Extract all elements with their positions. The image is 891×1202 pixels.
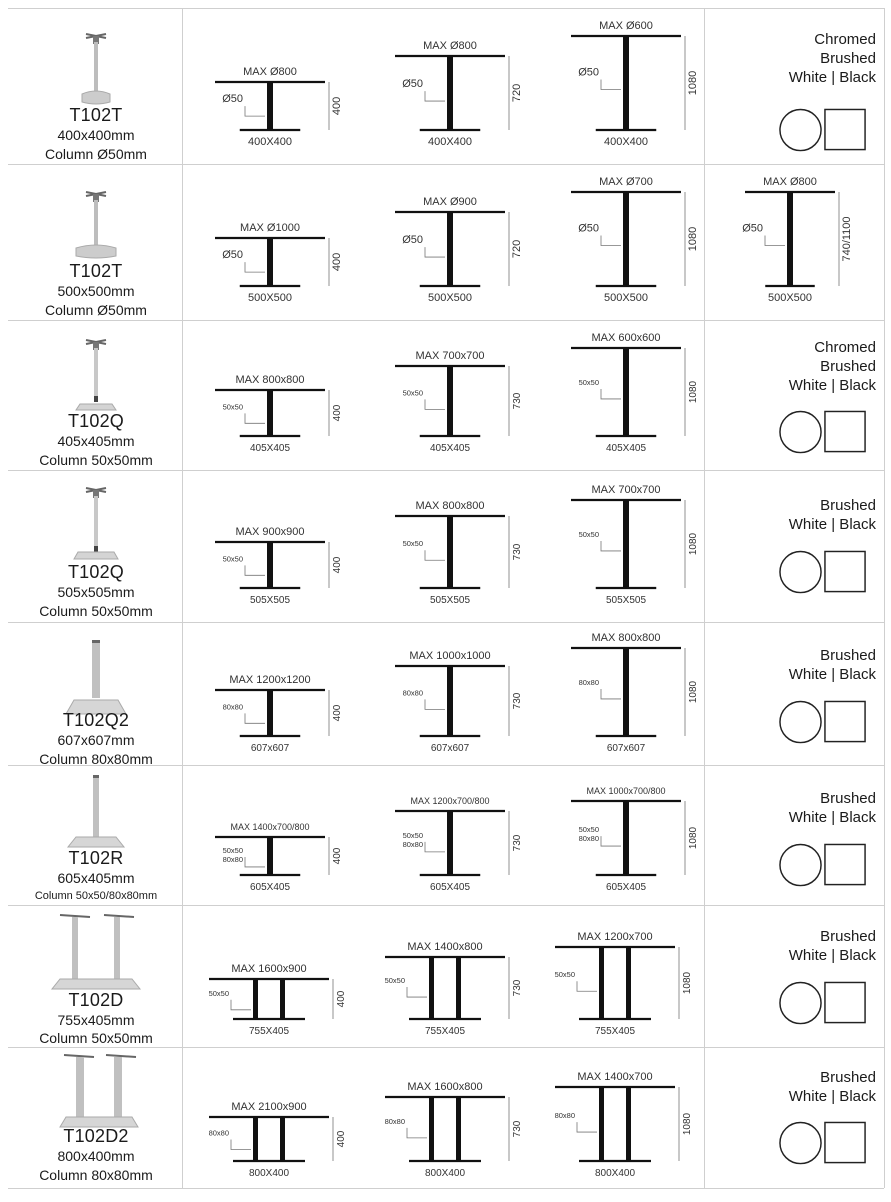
column-size: Column Ø50mm [45,146,147,162]
table-dimension-diagram [386,164,546,314]
table-dimension-diagram [206,8,366,158]
base-dimension-label: 505X505 [429,595,471,606]
base-dimension-label: 755X405 [424,1026,466,1037]
base-size: 505x505mm [57,584,135,600]
top-shape-options [778,1119,868,1169]
column-bar [456,957,461,1019]
column-label: 50x50 [208,988,229,998]
leader-line [601,541,621,551]
leader-line [601,79,621,89]
height-label: 400 [332,404,343,422]
finish-brushed: Brushed [820,928,876,945]
base-dimension-label: 505X505 [605,595,647,606]
column-bar [599,1087,604,1161]
height-label: 400 [336,990,347,1008]
leader-line [245,857,265,867]
finish-brushed: Brushed [820,358,876,375]
table-dimension-diagram [562,164,722,314]
height-label: 730 [512,543,523,561]
column-bar [429,957,434,1019]
base-illustration [8,320,184,420]
finish-colors: White | Black [788,377,876,394]
leader-line [765,235,785,245]
max-top-label: MAX 700x700 [591,484,661,496]
column-size: Column 80x80mm [39,1167,153,1183]
top-shape-options [778,841,868,891]
column-label: 50x50 [402,539,423,549]
diagram-cell [546,905,716,1060]
column-bar [623,192,629,286]
diagram-cell [386,622,546,777]
base-dimension-label: 400X400 [427,136,473,148]
square-top-icon [825,982,865,1022]
max-top-label: MAX 1400x800 [407,941,483,953]
max-top-label: MAX 1000x1000 [409,650,491,662]
top-shape-options [778,106,868,156]
column-size: Column 50x50mm [39,1030,153,1046]
column-label: 80x80 [222,702,243,712]
top-shape-options [778,698,868,748]
column-label: 50x50 [578,529,599,539]
base-size: 400x400mm [57,127,135,143]
height-label: 1080 [688,532,699,556]
base-dimension-label: 605X405 [429,882,471,893]
column-bar [623,648,629,736]
column-label: 80x80 [208,1128,229,1138]
diagram-cell [562,470,722,625]
base-size: 500x500mm [57,283,135,299]
square-top-icon [825,844,865,884]
column-label: Ø50 [402,234,423,247]
column-label-alt: 80x80 [578,834,599,844]
leader-line [245,713,265,723]
height-label: 1080 [688,680,699,704]
diagram-cell [206,622,366,777]
column-bar [623,348,629,436]
height-label: 1080 [687,226,699,252]
finish-brushed: Brushed [820,790,876,807]
base-dimension-label: 500X500 [427,292,473,304]
leader-line [245,413,265,423]
leader-line [601,389,621,399]
diagram-cell [562,765,722,920]
column-label: Ø50 [578,66,599,79]
base-illustration [8,622,184,722]
finish-colors: White | Black [788,947,876,964]
column-bar [429,1097,434,1161]
table-dimension-diagram [200,1047,370,1197]
base-dimension-label: 400X400 [603,136,649,148]
column-bar [447,811,453,875]
finish-colors: White | Black [788,516,876,533]
base-dimension-label: 607x607 [606,743,646,754]
max-top-label: MAX 1600x900 [231,963,307,975]
table-dimension-diagram [562,320,722,470]
height-label: 730 [512,834,523,852]
max-top-label: MAX 900x900 [235,526,305,538]
max-top-label: MAX Ø900 [423,196,477,208]
column-label-alt: 80x80 [222,854,243,864]
table-dimension-diagram [206,765,366,915]
column-bar [267,238,273,286]
max-top-label: MAX 1200x700 [577,931,653,943]
finish-list [706,927,876,965]
table-dimension-diagram [736,164,876,314]
column-bar [447,56,453,130]
diagram-cell [376,1047,546,1202]
table-dimension-diagram [386,8,546,158]
base-dimension-label: 755X405 [248,1026,290,1037]
table-dimension-diagram [562,8,722,158]
leader-line [425,91,445,101]
max-top-label: MAX Ø1000 [240,222,300,234]
height-label: 400 [331,252,343,272]
column-label: 50x50 [222,845,243,855]
column-bar [626,947,631,1019]
column-label: Ø50 [222,249,243,262]
base-dimension-label: 400X400 [247,136,293,148]
leader-line [601,235,621,245]
column-size: Column 50x50mm [39,603,153,619]
max-top-label: MAX 1400x700 [577,1071,653,1083]
column-label: 80x80 [402,688,423,698]
base-illustration [8,470,184,570]
column-label-alt: 80x80 [402,839,423,849]
height-label: 730 [512,692,523,710]
base-dimension-label: 405X405 [429,443,471,454]
column-size: Column 50x50mm [39,452,153,468]
table-dimension-diagram [200,905,370,1055]
column-label: Ø50 [222,93,243,106]
round-top-icon [780,701,821,742]
max-top-label: MAX 800x800 [591,632,661,644]
finish-brushed: Brushed [820,50,876,67]
base-dimension-label: 607x607 [430,743,470,754]
round-top-icon [780,551,821,592]
base-illustration [8,164,184,264]
column-label: 50x50 [578,825,599,835]
diagram-cell [206,8,366,163]
model-name: T102Q [67,411,125,431]
height-label: 1080 [688,826,699,850]
finish-list [706,1068,876,1106]
finish-list [706,496,876,534]
leader-line [245,262,265,272]
height-label: 740/1100 [841,216,853,262]
base-illustration [8,8,184,108]
diagram-cell [386,164,546,319]
leader-line [577,1122,597,1132]
height-label: 730 [512,392,523,410]
column-label: 50x50 [402,388,423,398]
height-label: 1080 [687,70,699,96]
finish-brushed: Brushed [820,497,876,514]
leader-line [407,987,427,997]
model-name: T102T [69,105,123,125]
height-label: 400 [332,704,343,722]
finish-chromed: Chromed [814,31,876,48]
table-dimension-diagram [376,1047,546,1197]
height-label: 730 [512,1120,523,1138]
model-name: T102T [69,261,123,281]
diagram-cell [200,1047,370,1202]
height-label: 400 [336,1130,347,1148]
leader-line [231,1139,251,1149]
diagram-cell [386,8,546,163]
square-top-icon [825,109,865,149]
top-shape-options [778,979,868,1029]
column-bar [280,1117,285,1161]
leader-line [425,247,445,257]
height-label: 400 [332,556,343,574]
column-label: 50x50 [578,377,599,387]
model-name: T102Q2 [62,710,130,730]
column-bar [447,212,453,286]
column-bar [267,837,273,875]
height-label: 730 [512,979,523,997]
finish-colors: White | Black [788,809,876,826]
column-label: 50x50 [222,402,243,412]
column-label: Ø50 [402,78,423,91]
max-top-label: MAX 2100x900 [231,1101,307,1113]
table-dimension-diagram [386,622,546,772]
height-label: 720 [511,83,523,103]
square-top-icon [825,411,865,451]
round-top-icon [780,109,821,150]
base-dimension-label: 500X500 [603,292,649,304]
table-dimension-diagram [206,164,366,314]
leader-line [425,399,445,409]
base-dimension-label: 800X400 [424,1168,466,1179]
finish-brushed: Brushed [820,1069,876,1086]
column-label: 50x50 [384,976,405,986]
base-dimension-label: 405X405 [249,443,291,454]
base-size: 800x400mm [57,1148,135,1164]
model-name: T102R [68,848,124,868]
column-bar [599,947,604,1019]
column-label: 50x50 [402,830,423,840]
table-dimension-diagram [562,765,722,915]
max-top-label: MAX 1400x700/800 [230,822,310,832]
column-bar [267,82,273,130]
max-top-label: MAX 700x700 [415,350,485,362]
diagram-cell [206,765,366,920]
column-bar [623,36,629,130]
diagram-cell [386,765,546,920]
max-top-label: MAX 1200x700/800 [410,796,490,806]
table-dimension-diagram [206,470,366,620]
base-size: 607x607mm [57,732,135,748]
leader-line [245,106,265,116]
height-label: 1080 [682,971,693,995]
max-top-label: MAX Ø700 [599,176,653,188]
column-label: Ø50 [578,222,599,235]
base-dimension-label: 605X405 [605,882,647,893]
column-bar [623,500,629,588]
round-top-icon [780,982,821,1023]
table-dimension-diagram [206,320,366,470]
diagram-cell [562,622,722,777]
height-label: 1080 [682,1112,693,1136]
base-dimension-label: 800X400 [248,1168,290,1179]
column-bar [447,366,453,436]
diagram-cell [376,905,546,1060]
base-size: 405x405mm [57,433,135,449]
finish-list [706,30,876,87]
base-dimension-label: 405X405 [605,443,647,454]
height-label: 720 [511,239,523,259]
leader-line [425,842,445,852]
column-size: Column 80x80mm [39,751,153,767]
model-name: T102D2 [63,1126,129,1146]
top-shape-options [778,408,868,458]
model-name: T102Q [67,562,125,582]
table-dimension-diagram [562,622,722,772]
model-name: T102D [68,990,124,1010]
base-size: 605x405mm [57,870,135,886]
column-bar [787,192,793,286]
base-dimension-label: 500X500 [767,292,813,304]
table-dimension-diagram [376,905,546,1055]
column-bar [626,1087,631,1161]
height-label: 400 [331,96,343,116]
column-label: 80x80 [384,1116,405,1126]
diagram-cell [546,1047,716,1202]
table-dimension-diagram [546,1047,716,1197]
base-dimension-label: 800X400 [594,1168,636,1179]
diagram-cell [206,164,366,319]
diagram-cell [562,164,722,319]
column-bar [280,979,285,1019]
leader-line [425,699,445,709]
base-dimension-label: 505X505 [249,595,291,606]
finish-chromed: Chromed [814,339,876,356]
max-top-label: MAX 1200x1200 [229,674,311,686]
leader-line [231,1000,251,1010]
round-top-icon [780,844,821,885]
column-bar [447,516,453,588]
table-dimension-diagram [386,470,546,620]
max-top-label: MAX 800x800 [235,374,305,386]
finish-list [706,338,876,395]
table-dimension-diagram [206,622,366,772]
finish-colors: White | Black [788,666,876,683]
diagram-cell [200,905,370,1060]
column-bar [456,1097,461,1161]
round-top-icon [780,411,821,452]
diagram-cell [386,320,546,475]
column-bar [267,690,273,736]
leader-line [601,689,621,699]
height-label: 400 [332,847,343,865]
leader-line [425,550,445,560]
column-bar [267,542,273,588]
finish-colors: White | Black [788,69,876,86]
top-shape-options [778,548,868,598]
column-bar [267,390,273,436]
table-dimension-diagram [386,320,546,470]
square-top-icon [825,551,865,591]
square-top-icon [825,701,865,741]
column-label: Ø50 [742,222,763,235]
column-size: Column Ø50mm [45,302,147,318]
round-top-icon [780,1122,821,1163]
column-label: 80x80 [554,1111,575,1121]
base-dimension-label: 500X500 [247,292,293,304]
height-label: 1080 [688,380,699,404]
diagram-cell [206,320,366,475]
diagram-cell [206,470,366,625]
max-top-label: MAX Ø800 [423,40,477,52]
column-label: 80x80 [578,677,599,687]
finish-colors: White | Black [788,1088,876,1105]
column-bar [447,666,453,736]
diagram-cell [562,8,722,163]
table-dimension-diagram [546,905,716,1055]
max-top-label: MAX 1600x800 [407,1081,483,1093]
max-top-label: MAX 800x800 [415,500,485,512]
column-label: 50x50 [554,970,575,980]
base-dimension-label: 755X405 [594,1026,636,1037]
table-dimension-diagram [386,765,546,915]
finish-list [706,646,876,684]
base-size: 755x405mm [57,1012,135,1028]
leader-line [601,836,621,846]
square-top-icon [825,1122,865,1162]
diagram-cell [386,470,546,625]
diagram-cell [562,320,722,475]
max-top-label: MAX 600x600 [591,332,661,344]
column-label: 50x50 [222,554,243,564]
max-top-label: MAX Ø800 [763,176,817,188]
leader-line [407,1128,427,1138]
leader-line [245,565,265,575]
max-top-label: MAX Ø800 [243,66,297,78]
column-bar [253,1117,258,1161]
finish-brushed: Brushed [820,647,876,664]
base-dimension-label: 607x607 [250,743,290,754]
finish-list [706,789,876,827]
base-dimension-label: 605X405 [249,882,291,893]
diagram-cell [736,164,876,319]
column-bar [253,979,258,1019]
column-bar [623,801,629,875]
column-size: Column 50x50/80x80mm [34,890,158,902]
leader-line [577,981,597,991]
max-top-label: MAX Ø600 [599,20,653,32]
table-dimension-diagram [562,470,722,620]
max-top-label: MAX 1000x700/800 [586,786,666,796]
